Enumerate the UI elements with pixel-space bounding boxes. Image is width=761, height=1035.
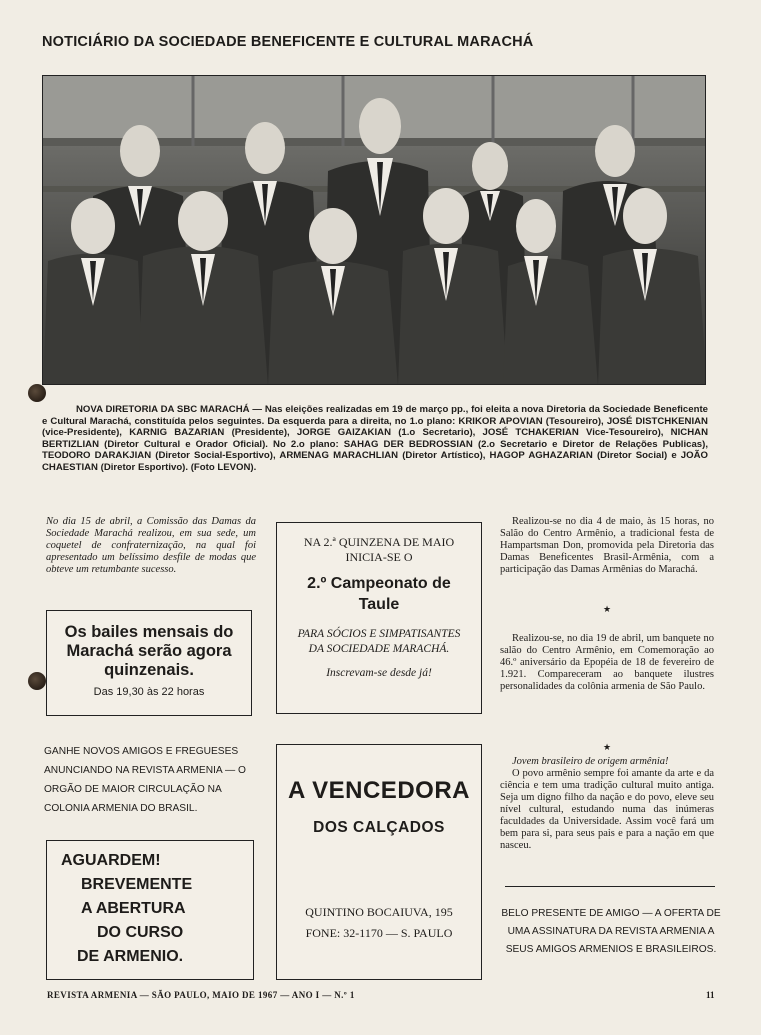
binder-hole (28, 384, 46, 402)
right-paragraph-3: O povo armênio sempre foi amante da arte e da ciência e tem uma tradição cultural muito antiga. Seja um digno filho da nação e do povo, eleve seu nível cultural, estudando numa das inúmeras faculdades da Universidade. Assim você fará um bem para si, para seus pais e para a nação em que nasceu. (500, 768, 714, 851)
curso-line: AGUARDEM! (61, 852, 161, 869)
divider (505, 886, 715, 887)
page-number: 11 (706, 990, 715, 1000)
photo-caption (42, 404, 708, 474)
left-intro-paragraph: No dia 15 de abril, a Comissão das Damas da Sociedade Marachá realizou, em sua sede, um coquetel de confraternização, na qual foi apresentado um belíssimo desfile de modas que obteve um retumbante sucesso. (46, 516, 256, 575)
curso-line: DE ARMENIO. (77, 948, 184, 965)
campeonato-sub: PARA SÓCIOS E SIMPATISANTES DA SOCIEDADE MARACHÁ. (297, 628, 461, 655)
campeonato-top: NA 2.ª QUINZENA DE MAIO INICIA-SE O (303, 535, 455, 564)
curso-line: BREVEMENTE (81, 876, 193, 893)
bailes-hours: Das 19,30 às 22 horas (93, 686, 205, 698)
vencedora-phone: FONE: 32-1170 — S. PAULO (305, 926, 453, 940)
star-separator: ★ (602, 742, 612, 752)
right-paragraph-1: Realizou-se no dia 4 de maio, às 15 horas, no Salão do Centro Armênio, a tradicional festa de Hampartsman Don, promovida pela Diretoria das Damas Beneficentes Brasil-Armênia, com a participação das Damas Armênias do Marachá. (500, 516, 714, 575)
star-separator: ★ (602, 604, 612, 614)
right-paragraph-3-title: Jovem brasileiro de origem armênia! (512, 756, 669, 767)
bailes-box (46, 610, 252, 716)
binder-hole (28, 672, 46, 690)
curso-line: DO CURSO (97, 924, 184, 941)
campeonato-call: Inscrevam-se desde já! (326, 667, 432, 679)
caption-text: NOVA DIRETORIA DA SBC MARACHÁ — Nas eleições realizadas em 19 de março pp., foi eleita a nova Diretoria da Sociedade Beneficente e Cultural Marachá, constituída pelos seguintes. Da esquerda para a direita, no 1.o plano: KRIKOR APOVIAN (Tesoureiro), JOSÉ DISTCHKENIAN (vice-Presidente), KARNIG BAZARIAN (Presidente), JORGE GAIZAKIAN (1.o Secretario), JOSÉ TCHAKERIAN Vice-Tesoureiro), NICHAN BERTIZLIAN (Diretor Cultural e Orador Oficial). No 2.o plano: SAHAG DER BEDROSSIAN (2.o Secretario e Diretor de Relações Publicas), TEODORO DARAKJIAN (Diretor Social-Esportivo), ARMENAG MARACHLIAN (Diretor Artístico), HAGOP AGHAZARIAN (Diretor Social) e JOÃO CHAESTIAN (Diretor Esportivo). (Foto LEVON). (42, 404, 708, 473)
campeonato-title: 2.º Campeonato de Taule (307, 575, 451, 613)
curso-line: A ABERTURA (81, 900, 186, 917)
campeonato-box (276, 522, 482, 714)
vencedora-box (276, 744, 482, 980)
group-photo (42, 75, 706, 385)
presente-text: BELO PRESENTE DE AMIGO — A OFERTA DE UMA ASSINATURA DA REVISTA ARMENIA A SEUS AMIGOS ARMENIOS E BRASILEIROS. (501, 908, 721, 955)
footer-masthead: REVISTA ARMENIA — SÃO PAULO, MAIO DE 1967 — ANO I — N.º 1 (47, 990, 355, 1000)
ad-text: GANHE NOVOS AMIGOS E FREGUESES ANUNCIANDO NA REVISTA ARMENIA — O ORGÃO DE MAIOR CIRCULAÇÃO NA COLONIA ARMENIA DO BRASIL. (44, 746, 246, 814)
page-title: NOTICIÁRIO DA SOCIEDADE BENEFICENTE E CULTURAL MARACHÁ (42, 34, 534, 50)
curso-box (46, 840, 254, 980)
bailes-title: Os bailes mensais do Marachá serão agora quinzenais. (64, 623, 234, 679)
vencedora-title: A VENCEDORA (288, 777, 470, 804)
vencedora-sub: DOS CALÇADOS (313, 819, 445, 836)
right-paragraph-2: Realizou-se, no dia 19 de abril, um banquete no salão do Centro Armênio, em Comemoração ao 46.º aniversário da Epopéia de 18 de fevereiro de 1.921. Compareceram ao banquete ilustres personalidades da colônia armenia de São Paulo. (500, 633, 714, 692)
vencedora-address: QUINTINO BOCAIUVA, 195 (305, 905, 453, 919)
